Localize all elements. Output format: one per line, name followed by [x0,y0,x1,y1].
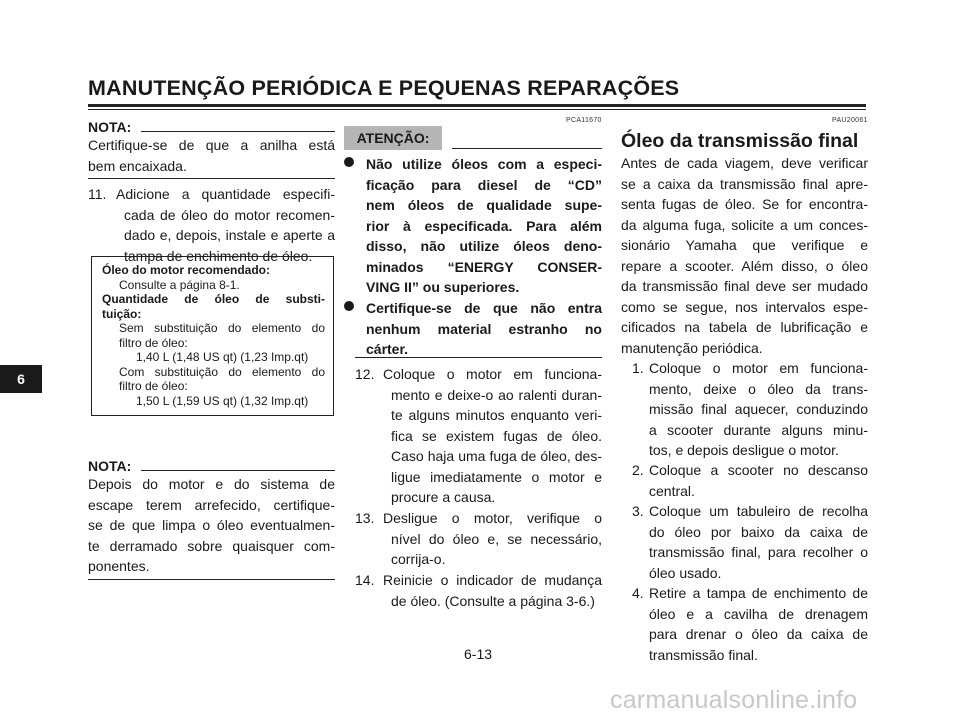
step-number: 13. [355,510,375,526]
spec-heading: Quantidade de óleo de substi- [102,292,325,306]
caution-bullet-2 [366,298,602,360]
text-line: nem óleos de qualidade supe- [366,197,602,213]
text-line: da alguma fuga, solicite a um conces- [621,216,868,233]
text-line: como se segue, nos intervalos espe- [621,298,868,315]
text-line: Adicione a quantidade especifi- [116,186,335,202]
text-line: óleo usado. [649,564,722,581]
text-line: cárter. [366,341,409,357]
bullet-icon [344,157,354,167]
text-line: dado e, depois, instale e aperte a [124,227,335,243]
right-step-4 [632,583,868,665]
caution-bullet-1 [366,154,602,298]
text-line: Desligue o motor, verifique o [383,510,602,526]
text-line: Coloque o motor em funciona- [383,366,602,382]
spec-heading: Óleo do motor recomendado: [102,263,271,277]
text-line: cificados na tabela de lubrificação e [621,319,868,335]
text-line: óleo e a cavilha de drenagem [649,605,868,622]
step-14 [355,570,602,611]
text-line: Certifique-se de que a anilha está [88,137,335,153]
text-line: repare a scooter. Além disso, o óleo [621,257,868,274]
page-number: 6-13 [464,646,493,662]
text-line: rior à especificada. Para além [366,217,602,234]
text-line: Coloque o motor em funciona- [649,360,868,376]
header-rule-thin [88,109,866,110]
text-line: Caso haja uma fuga de óleo, des- [391,448,602,464]
spec-text: filtro de óleo: [119,335,188,350]
nota-text [88,474,335,577]
text-line: transmissão final. [649,646,758,663]
text-line: Não utilize óleos com a especi- [366,156,602,172]
text-line: VING II” ou superiores. [366,279,520,295]
text-line: do óleo por baixo da caixa de [649,523,868,540]
text-line: senta fugas de óleo. Se for encontra- [621,196,868,212]
spec-text: filtro de óleo: [119,379,188,393]
text-line: procure a causa. [391,489,496,505]
text-line: Coloque a scooter no descanso [649,462,868,478]
text-line: Retire a tampa de enchimento de [649,585,868,601]
text-line: escape terem arrefecido, certifique- [88,496,335,513]
text-line: de óleo. (Consulte a página 3-6.) [391,592,595,609]
step-13 [355,508,602,570]
section-title: Óleo da transmissão final [621,130,859,152]
caution-end-rule [355,357,602,358]
right-step-1 [632,358,868,461]
text-line: da transmissão final deve ser mudado [621,278,868,294]
nota-rule [141,131,335,132]
spec-value: 1,50 L (1,59 US qt) (1,32 Imp.qt) [136,393,309,408]
text-line: ficação para diesel de “CD” [366,176,602,193]
text-line: te derramado sobre quaisquer com- [88,537,335,554]
step-12 [355,364,602,508]
right-step-3 [632,501,868,583]
header-rule [88,104,866,107]
chapter-tab: 6 [0,365,42,393]
step-11 [88,184,335,266]
text-line: Antes de cada viagem, deve verificar [621,155,868,171]
text-line: disso, não utilize óleos deno- [366,238,602,254]
text-line: Reinicie o indicador de mudança [383,572,602,588]
text-line: te alguns minutos enquanto veri- [391,407,602,423]
text-line: ligue imediatamente o motor e [391,468,602,485]
section-code: PAU20061 [832,117,868,124]
section-intro [621,153,868,358]
step-number: 4. [632,585,644,601]
right-step-2 [632,460,868,501]
nota-end-rule [88,579,335,580]
text-line: nenhum material estranho no [366,320,602,337]
spec-reference: Consulte a página 8-1. [119,277,240,292]
text-line: manutenção periódica. [621,339,763,356]
text-line: missão final aquecer, conduzindo [649,401,868,417]
spec-text: Com substituição do elemento do [119,364,325,379]
text-line: nível do óleo e, se necessário, [391,530,602,547]
page-header-title: MANUTENÇÃO PERIÓDICA E PEQUENAS REPARAÇÕES [88,76,680,100]
watermark-text: carmanualsonline.info [610,686,858,714]
nota-label: NOTA: [88,119,132,135]
step-number: 2. [632,462,644,478]
step-number: 14. [355,572,375,588]
text-line: transmissão final, para recolher o [649,544,868,560]
spec-heading: tuição: [102,306,142,321]
text-line: cada de óleo do motor recomen- [124,206,335,223]
step-number: 12. [355,366,375,382]
caution-badge: ATENÇÃO: [344,126,442,150]
spec-text: Sem substituição do elemento do [119,321,325,335]
caution-rule [452,148,602,149]
text-line: a scooter durante alguns minu- [649,421,868,438]
spec-value: 1,40 L (1,48 US qt) (1,23 Imp.qt) [136,350,309,364]
bullet-icon [344,301,354,311]
text-line: tos, e depois desligue o motor. [649,442,839,458]
text-line: central. [649,482,695,499]
text-line: mento e deixe-o ao ralenti duran- [391,386,602,403]
oil-spec-box [91,256,334,416]
step-number: 11. [88,186,107,202]
step-number: 1. [632,360,644,376]
nota-text [88,135,335,176]
text-line: bem encaixada. [88,157,187,174]
text-line: sionário Yamaha que verifique e [621,237,868,253]
text-line: para drenar o óleo da caixa de [649,626,868,642]
caution-code: PCA11670 [566,117,602,124]
text-line: ponentes. [88,558,150,574]
nota-end-rule [88,178,335,179]
text-line: tampa de enchimento de óleo. [124,247,313,264]
text-line: mento, deixe o óleo da trans- [649,380,868,397]
text-line: se de que limpa o óleo eventualmen- [88,517,335,533]
step-number: 3. [632,503,644,519]
text-line: Coloque um tabuleiro de recolha [649,503,868,519]
text-line: se a caixa da transmissão final apre- [621,175,868,192]
text-line: minados “ENERGY CONSER- [366,258,602,275]
nota-rule [141,470,335,471]
text-line: Depois do motor e do sistema de [88,476,335,492]
text-line: corrija-o. [391,551,446,567]
text-line: Certifique-se de que não entra [366,300,602,316]
nota-label: NOTA: [88,458,132,474]
text-line: fica se existem fugas de óleo. [391,427,602,444]
